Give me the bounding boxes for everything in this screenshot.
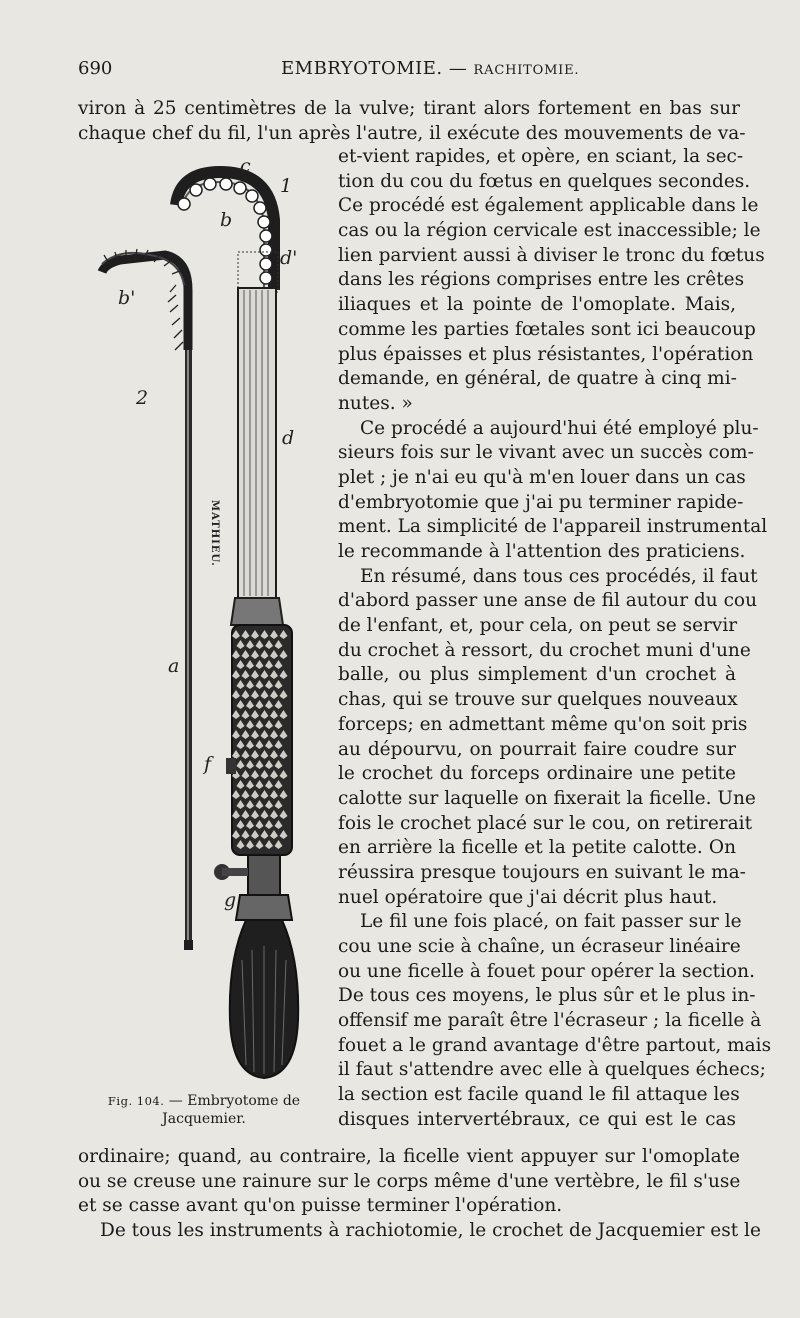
text-line: iliaques et la pointe de l'omoplate. Mais, <box>338 294 736 316</box>
text-line: d'abord passer une anse de fil autour du cou <box>338 590 757 612</box>
text-line: le recommande à l'attention des praticiens. <box>338 541 746 562</box>
label-f: f <box>204 753 212 775</box>
text-line: demande, en général, de quatre à cinq mi- <box>338 368 737 390</box>
text-line: disques intervertébraux, ce qui est le cas <box>338 1108 736 1130</box>
text-line: En résumé, dans tous ces procédés, il faut <box>360 565 758 587</box>
text-column <box>338 145 772 1133</box>
text-line: plus épaisses et plus résistantes, l'opération <box>338 343 754 365</box>
caption-line-1: — Embryotome de <box>164 1093 301 1109</box>
label-c: c <box>240 160 251 177</box>
text-line: ment. La simplicité de l'appareil instrumental <box>338 516 768 538</box>
text-line: et se casse avant qu'on puisse terminer l'opération. <box>78 1195 563 1217</box>
text-line: de l'enfant, et, pour cela, on peut se servir <box>338 615 738 637</box>
label-b: b <box>220 209 233 231</box>
text-line: lien parvient aussi à diviser le tronc du fœtus <box>338 244 765 266</box>
engraver-signature: MATHIEU. <box>209 500 220 567</box>
text-line: cou une scie à chaîne, un écraseur linéaire <box>338 936 741 957</box>
label-d: d <box>282 427 295 449</box>
caption-line-2: Jacquemier. <box>162 1111 246 1127</box>
text-line: fouet a le grand avantage d'être partout, mais <box>338 1034 772 1056</box>
label-1: 1 <box>280 175 293 197</box>
text-line: sieurs fois sur le vivant avec un succès com- <box>338 442 754 464</box>
text-line: comme les parties fœtales sont ici beaucoup <box>338 318 756 340</box>
label-a: a <box>168 655 180 677</box>
text-line: fois le crochet placé sur le cou, on retirerait <box>338 812 753 834</box>
text-line: balle, ou plus simplement d'un crochet à <box>338 664 736 686</box>
running-header <box>78 58 738 82</box>
text-line: au dépourvu, on pourrait faire coudre sur <box>338 738 736 760</box>
text-line: Ce procédé est également applicable dans le <box>338 195 759 217</box>
page-number: 690 <box>78 58 113 79</box>
text-line: plet ; je n'ai eu qu'à m'en louer dans un cas <box>338 466 746 488</box>
text-line: nutes. » <box>338 392 413 414</box>
figure-caption <box>84 1092 324 1128</box>
text-line: calotte sur laquelle on fixerait la ficelle. Une <box>338 787 756 809</box>
text-line: il faut s'attendre avec elle à quelques échecs; <box>338 1059 766 1081</box>
instrument-1-embryotome <box>176 172 298 1078</box>
text-line: réussira presque toujours en suivant le ma- <box>338 861 746 883</box>
text-line: la section est facile quand le fil attaque les <box>338 1084 740 1106</box>
text-line: d'embryotomie que j'ai pu terminer rapide- <box>338 491 744 513</box>
embryotome-illustration <box>80 160 330 1090</box>
text-line: en arrière la ficelle et la petite calotte. On <box>338 837 736 859</box>
text-line: cas ou la région cervicale est inaccessible; le <box>338 220 761 242</box>
text-line: De tous ces moyens, le plus sûr et le plus in- <box>338 985 756 1007</box>
text-line: chas, qui se trouve sur quelques nouveaux <box>338 689 738 711</box>
text-line: tion du cou du fœtus en quelques secondes. <box>338 170 751 192</box>
text-line: viron à 25 centimètres de la vulve; tirant alors fortement en bas sur <box>78 98 740 119</box>
text-line: Ce procédé a aujourd'hui été employé plu- <box>360 417 759 439</box>
text-line: nuel opératoire que j'ai décrit plus haut. <box>338 886 718 908</box>
text-line: forceps; en admettant même qu'on soit pris <box>338 713 748 735</box>
text-line: du crochet à ressort, du crochet muni d'une <box>338 639 751 661</box>
text-line: ou se creuse une rainure sur le corps même d'une vertèbre, le fil s'use <box>78 1170 741 1192</box>
text-line: offensif me paraît être l'écraseur ; la ficelle à <box>338 1010 762 1032</box>
label-g: g <box>224 889 237 911</box>
text-line: ordinaire; quand, au contraire, la ficelle vient appuyer sur l'omoplate <box>78 1146 740 1167</box>
bottom-full-width-text <box>78 1145 761 1244</box>
label-2: 2 <box>136 387 149 409</box>
running-title-main: EMBRYOTOMIE. — <box>281 58 474 79</box>
label-b-prime: b' <box>118 287 136 309</box>
running-title-section: RACHITOMIE. <box>473 63 580 78</box>
running-title <box>281 58 579 79</box>
text-line: ou une ficelle à fouet pour opérer la section. <box>338 960 755 982</box>
text-line: dans les régions comprises entre les crêtes <box>338 269 745 291</box>
text-line: le crochet du forceps ordinaire une petite <box>338 763 736 785</box>
text-line: Le fil une fois placé, on fait passer sur le <box>360 911 742 933</box>
label-d-prime: d' <box>280 247 298 269</box>
text-line: et-vient rapides, et opère, en sciant, la sec- <box>338 146 744 167</box>
instrument-2-hook <box>102 249 193 950</box>
figure-number: Fig. 104. <box>107 1094 165 1108</box>
text-line: chaque chef du fil, l'un après l'autre, il exécute des mouvements de va- <box>78 122 746 144</box>
text-line: De tous les instruments à rachiotomie, le crochet de Jacquemier est le <box>100 1220 761 1242</box>
